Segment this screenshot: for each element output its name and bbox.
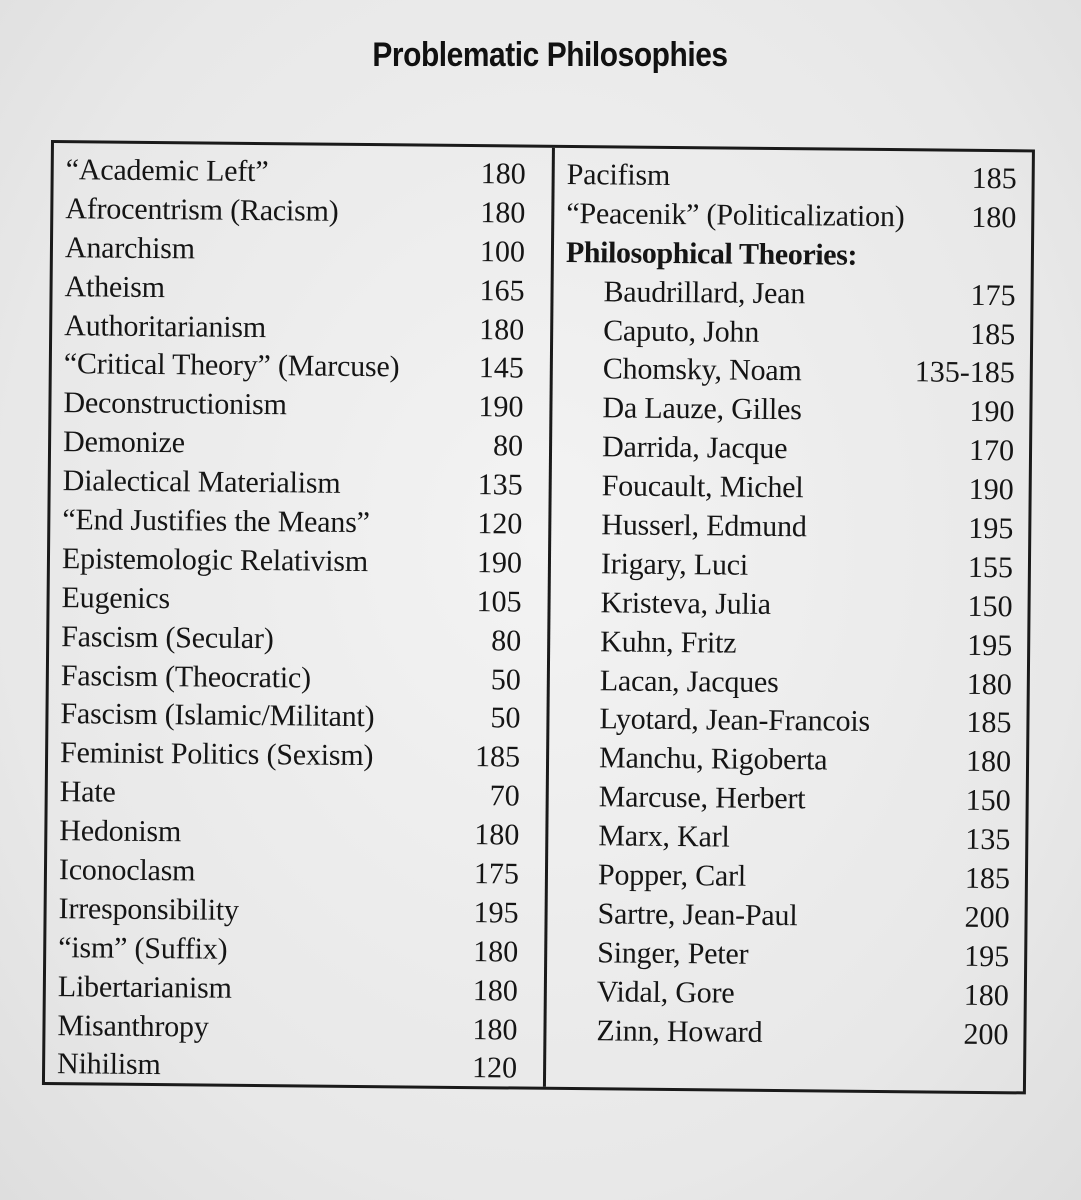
entry-name: Misanthropy [57, 1008, 209, 1044]
table-row [566, 156, 1016, 199]
entry-value: 135 [965, 822, 1011, 857]
entry-value: 185 [474, 740, 521, 774]
entry-name: Irigary, Luci [600, 547, 749, 582]
entry-value: 120 [471, 1051, 518, 1086]
table-row [564, 428, 1014, 471]
table-row [65, 229, 525, 272]
entry-name: “ism” (Suffix) [58, 930, 228, 966]
right-column [558, 156, 1017, 1055]
entry-value: 175 [970, 278, 1016, 312]
entry-name: Feminist Politics (Sexism) [59, 736, 374, 773]
entry-value: 80 [491, 623, 522, 658]
entry-name: Baudrillard, Jean [603, 274, 806, 310]
entry-value: 105 [476, 584, 522, 619]
entry-name: Sartre, Jean-Paul [597, 897, 798, 933]
table-row [561, 778, 1011, 821]
entry-name: “Peacenik” (Politicalization) [566, 196, 905, 234]
entry-value: 135 [477, 468, 523, 502]
left-column [57, 151, 526, 1089]
table-row [63, 423, 523, 466]
entry-name: Dialectical Materialism [62, 464, 341, 500]
entry-value: 180 [480, 196, 526, 230]
table-row [60, 773, 520, 816]
philosophies-table [42, 140, 1035, 1094]
table-row [566, 195, 1016, 238]
entry-name: “Critical Theory” (Marcuse) [63, 347, 400, 384]
page-title: Problematic Philosophies [372, 36, 728, 74]
entry-value: 195 [967, 628, 1013, 662]
entry-value: 200 [964, 900, 1010, 935]
entry-name: Irresponsibility [58, 892, 239, 927]
entry-name: Fascism (Theocratic) [60, 658, 312, 695]
table-row [559, 934, 1009, 977]
entry-name: Fascism (Secular) [61, 619, 274, 655]
table-row [57, 1007, 517, 1050]
entry-value: 175 [473, 857, 520, 891]
table-row [62, 501, 522, 544]
entry-name: Pacifism [566, 157, 671, 192]
table-row [57, 1046, 517, 1089]
entry-value: 185 [971, 161, 1017, 196]
entry-name: Afrocentrism (Racism) [65, 192, 339, 228]
entry-value: 50 [490, 701, 521, 736]
entry-name: Eugenics [61, 580, 171, 615]
entry-value: 155 [967, 550, 1014, 585]
entry-value: 145 [478, 351, 524, 386]
entry-name: Iconoclasm [58, 853, 196, 888]
entry-value: 195 [473, 896, 519, 930]
column-divider [543, 148, 555, 1087]
entry-value: 180 [472, 1012, 518, 1047]
entry-name: Kuhn, Fritz [600, 624, 737, 660]
table-row [61, 657, 521, 700]
table-row [61, 618, 521, 661]
table-row [64, 346, 524, 389]
table-row [61, 579, 521, 622]
table-row [562, 662, 1012, 705]
table-row [559, 973, 1009, 1016]
table-row [63, 384, 523, 427]
table-row [558, 1012, 1008, 1055]
entry-value: 190 [476, 546, 523, 580]
entry-value: 200 [963, 1017, 1009, 1051]
entry-name: Foucault, Michel [601, 469, 804, 505]
table-row [565, 273, 1015, 316]
entry-name: Marcuse, Herbert [598, 780, 806, 816]
entry-name: Husserl, Edmund [601, 508, 807, 544]
entry-name: Da Lauze, Gilles [602, 391, 802, 427]
entry-name: Hate [59, 775, 116, 809]
table-row [564, 389, 1014, 432]
theories-list [558, 273, 1015, 1055]
table-row [560, 817, 1010, 860]
entry-value: 150 [965, 784, 1011, 818]
table-row [60, 734, 520, 777]
table-row [563, 506, 1013, 549]
section-heading: Philosophical Theories: [565, 235, 858, 272]
entry-value: 185 [966, 706, 1012, 740]
table-row [562, 584, 1012, 627]
entry-value: 180 [971, 200, 1017, 235]
entry-name: Atheism [64, 269, 166, 304]
table-row [565, 350, 1015, 393]
entry-value: 100 [479, 234, 526, 269]
table-row [59, 812, 519, 855]
entry-value: 80 [492, 429, 524, 463]
table-row [65, 190, 525, 233]
entry-name: Deconstructionism [63, 386, 287, 422]
entry-name: Anarchism [64, 230, 195, 266]
entry-name: Marx, Karl [598, 819, 730, 854]
entry-name: Vidal, Gore [596, 974, 735, 1010]
entry-value: 195 [968, 511, 1014, 546]
section-heading-row [566, 234, 1016, 277]
entry-value: 150 [967, 589, 1013, 624]
entry-value: 170 [968, 434, 1015, 468]
entry-name: Fascism (Islamic/Militant) [60, 697, 375, 734]
entry-name: Popper, Carl [597, 858, 747, 893]
table-row [561, 700, 1011, 743]
entry-value: 185 [964, 861, 1011, 896]
entry-name: Lacan, Jacques [599, 663, 779, 699]
entry-value: 180 [480, 157, 526, 191]
table-row [62, 540, 522, 583]
table-row [560, 856, 1010, 899]
entry-name: Caputo, John [603, 313, 760, 349]
entry-value: 70 [489, 779, 520, 813]
entry-value: 190 [478, 390, 524, 424]
table-row [64, 268, 524, 311]
entry-name: Lyotard, Jean-Francois [599, 702, 871, 739]
entry-name: Kristeva, Julia [600, 586, 772, 621]
entry-value: 180 [474, 818, 520, 852]
entry-name: Singer, Peter [597, 936, 749, 971]
entry-name: Hedonism [59, 814, 182, 849]
entry-value: 180 [473, 934, 519, 969]
table-row [562, 623, 1012, 666]
table-row [59, 851, 519, 894]
entry-name: Libertarianism [57, 969, 232, 1005]
entry-name: “End Justifies the Means” [62, 503, 370, 540]
table-row [565, 312, 1015, 355]
entry-value: 180 [472, 973, 519, 1008]
entry-value: 190 [969, 395, 1015, 429]
entry-name: Nihilism [56, 1047, 161, 1082]
entry-name: Manchu, Rigoberta [598, 741, 828, 777]
entry-value: 135-185 [914, 355, 1015, 390]
entry-value: 50 [490, 662, 522, 697]
entry-name: Authoritarianism [64, 308, 267, 344]
right-top-list [566, 156, 1017, 238]
entry-name: Darrida, Jacque [601, 430, 788, 466]
table-row [559, 895, 1009, 938]
table-row [58, 968, 518, 1011]
table-row [561, 739, 1011, 782]
table-row [58, 929, 518, 972]
entry-name: Epistemologic Relativism [61, 542, 369, 578]
table-row [64, 307, 524, 350]
entry-value: 180 [966, 667, 1012, 701]
table-row [58, 890, 518, 933]
entry-name: Zinn, Howard [596, 1013, 763, 1049]
table-row [564, 467, 1014, 510]
entry-value: 185 [970, 317, 1016, 351]
table-row [563, 545, 1013, 588]
entry-value: 165 [479, 273, 525, 308]
entry-value: 120 [477, 507, 523, 541]
entry-value: 180 [965, 745, 1012, 779]
entry-name: Demonize [62, 425, 185, 460]
table-row [63, 462, 523, 505]
entry-value: 180 [479, 312, 525, 347]
entry-value: 195 [964, 939, 1010, 974]
entry-name: Chomsky, Noam [602, 352, 802, 388]
table-row [60, 696, 520, 739]
entry-value: 190 [968, 472, 1014, 507]
table-row [66, 151, 526, 194]
entry-value: 180 [963, 978, 1009, 1012]
entry-name: “Academic Left” [65, 153, 269, 189]
